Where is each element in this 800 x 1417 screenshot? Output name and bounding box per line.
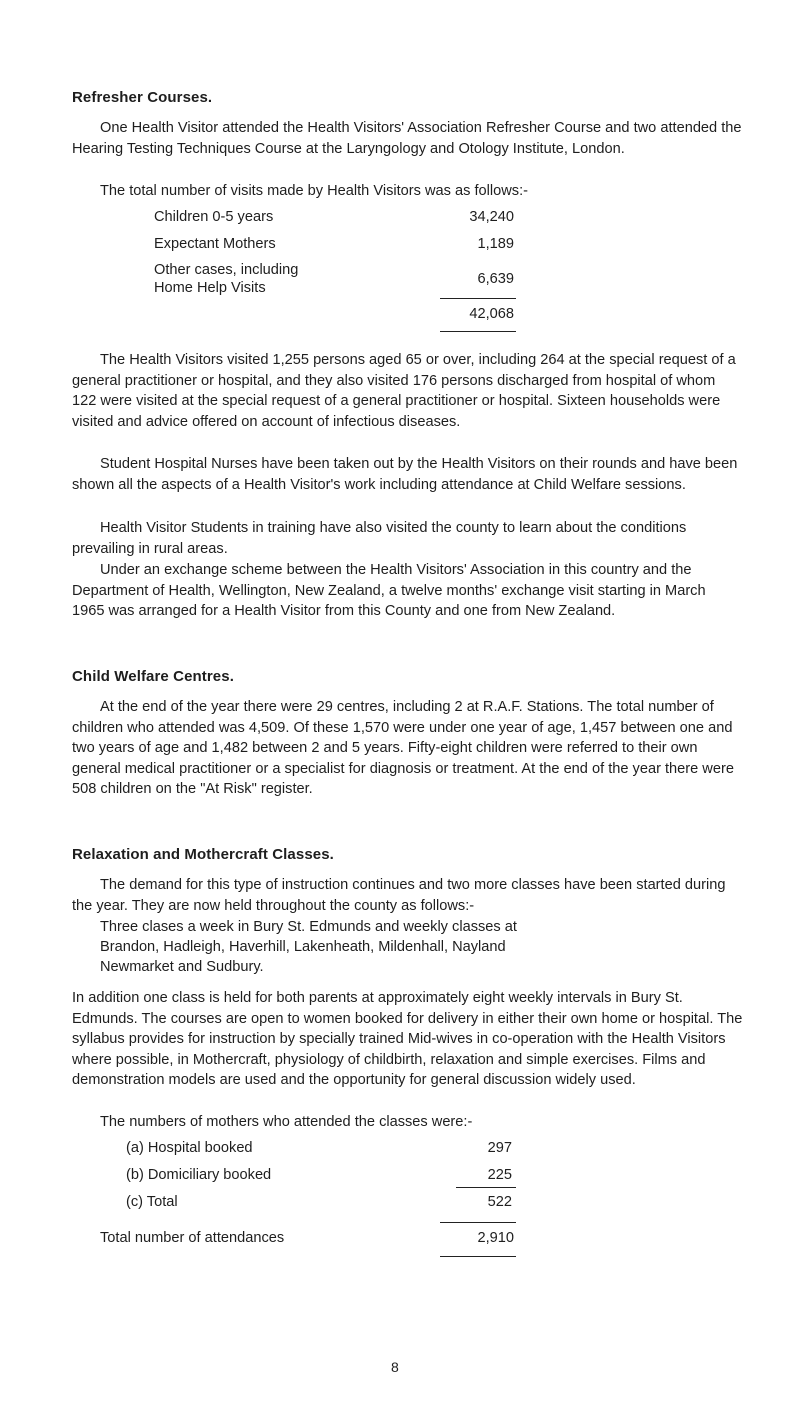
visits-row-children-label: Children 0-5 years <box>154 209 274 225</box>
visits-row-other-label-1: Other cases, including <box>154 262 299 278</box>
visits-total-rule-bottom <box>440 331 516 332</box>
refresher-para-2: The total number of visits made by Health Visitors was as follows:- <box>100 183 528 199</box>
mothers-row-total-value: 522 <box>487 1194 512 1210</box>
relaxation-list-line-3: Newmarket and Sudbury. <box>100 959 264 975</box>
visits-row-expectant-label: Expectant Mothers <box>154 236 276 252</box>
refresher-para-6: Under an exchange scheme between the Health Visitors' Association in this country and the Department of Health, Wellington, New Zealand, a twelve months' exchange visit starting in March 1965 was arranged for a Health Visitor from this County and one from New Zealand. <box>72 562 706 619</box>
refresher-para-4: Student Hospital Nurses have been taken out by the Health Visitors on their rounds and have been shown all the aspects of a Health Visitor's work including attendance at Child Welfare sessions. <box>72 456 738 493</box>
mothers-row-total-label: (c) Total <box>126 1194 178 1210</box>
child-welfare-heading: Child Welfare Centres. <box>72 668 234 685</box>
attendances-label: Total number of attendances <box>100 1230 285 1246</box>
relaxation-para-1: The demand for this type of instruction continues and two more classes have been started during the year. They are now held throughout the county as follows:- <box>72 877 726 914</box>
refresher-para-1: One Health Visitor attended the Health Visitors' Association Refresher Course and two attended the Hearing Testing Techniques Course at the Laryngology and Otology Institute, London. <box>72 120 742 157</box>
relaxation-list-line-2: Brandon, Hadleigh, Haverhill, Lakenheath, Mildenhall, Nayland <box>100 939 506 955</box>
refresher-heading: Refresher Courses. <box>72 89 213 106</box>
attendances-rule-bottom <box>440 1256 516 1257</box>
mothers-row-hospital-value: 297 <box>487 1140 512 1156</box>
visits-total-value: 42,068 <box>469 306 514 322</box>
mothers-row-domiciliary-label: (b) Domiciliary booked <box>126 1167 272 1183</box>
visits-row-children-value: 34,240 <box>469 209 514 225</box>
mothers-subtotal-rule <box>456 1187 516 1188</box>
relaxation-para-3: The numbers of mothers who attended the classes were:- <box>100 1114 473 1130</box>
visits-row-expectant-value: 1,189 <box>477 236 514 252</box>
attendances-value: 2,910 <box>477 1230 514 1246</box>
attendances-rule-top <box>440 1222 516 1223</box>
relaxation-list-line-1: Three clases a week in Bury St. Edmunds and weekly classes at <box>100 919 517 935</box>
refresher-para-3: The Health Visitors visited 1,255 persons aged 65 or over, including 264 at the special request of a general practitioner or hospital, and they also visited 176 persons discharged from hospital of whom 122 were visited at the special request of a general practitioner or hospital. Sixteen households were visited and advice offered on account of infectious diseases. <box>72 352 736 430</box>
relaxation-heading: Relaxation and Mothercraft Classes. <box>72 846 334 863</box>
mothers-row-hospital-label: (a) Hospital booked <box>126 1140 253 1156</box>
refresher-para-5: Health Visitor Students in training have also visited the county to learn about the conditions prevailing in rural areas. <box>72 520 687 557</box>
relaxation-para-2: In addition one class is held for both parents at approximately eight weekly intervals in Bury St. Edmunds. The courses are open to women booked for delivery in either their own home or hospital. The syllabus provides for instruction by specially trained Mid-wives in co-operation with the Health Visitors where possible, in Mothercraft, physiology of childbirth, relaxation and simple exercises. Films and demonstration models are used and the opportunity for general discussion widely used. <box>72 990 743 1088</box>
visits-row-other-label-2: Home Help Visits <box>154 280 266 296</box>
visits-total-rule-top <box>440 298 516 299</box>
mothers-row-domiciliary-value: 225 <box>487 1167 512 1183</box>
visits-row-other-value: 6,639 <box>477 271 514 287</box>
child-welfare-para-1: At the end of the year there were 29 centres, including 2 at R.A.F. Stations. The total number of children who attended was 4,509. Of these 1,570 were under one year of age, 1,457 between one and two years of age and 1,482 between 2 and 5 years. Fifty-eight children were referred to their own general medical practitioner or a specialist for diagnosis or treatment. At the end of the year there were 508 children on the "At Risk" register. <box>72 699 734 797</box>
page-number: 8 <box>391 1359 399 1375</box>
